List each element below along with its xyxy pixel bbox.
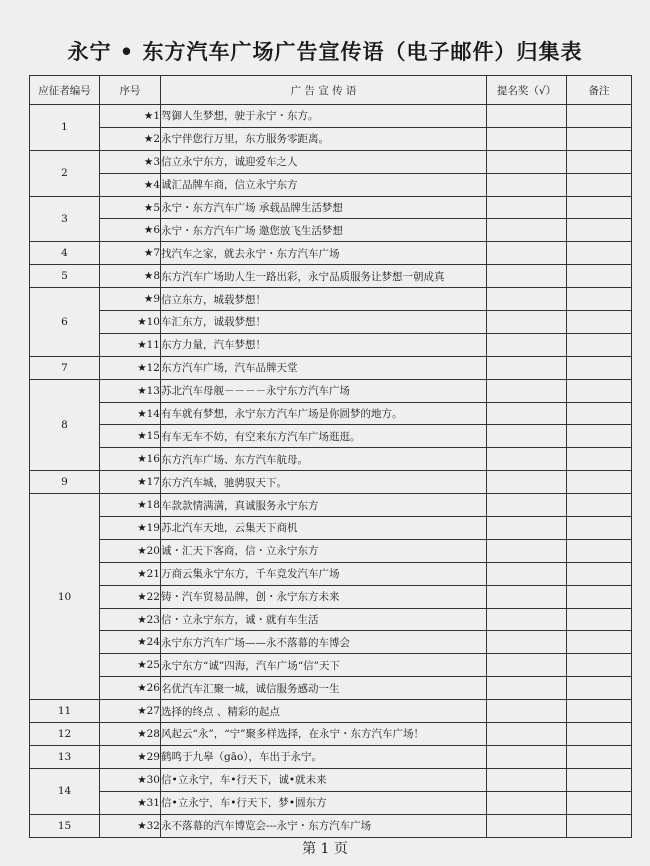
- header-row: [30, 76, 632, 105]
- remark-cell[interactable]: [567, 562, 632, 585]
- seq-cell: ★12: [100, 356, 161, 379]
- slogan-cell: 车汇东方，诚载梦想！: [161, 311, 487, 334]
- header-slogan: 广 告 宣 传 语: [161, 76, 487, 105]
- seq-cell: ★28: [100, 723, 161, 746]
- table-row: [30, 814, 632, 837]
- table-row: [30, 608, 632, 631]
- slogan-cell: 永宁・东方汽车广场 邀您放飞生活梦想: [161, 219, 487, 242]
- slogan-cell: 苏北汽车母舰－－－－永宁东方汽车广场: [161, 379, 487, 402]
- nominate-cell[interactable]: [487, 333, 567, 356]
- slogan-cell: 信•立永宁，车•行天下，梦•圆东方: [161, 791, 487, 814]
- slogan-cell: 永宁东方汽车广场——永不落幕的车博会: [161, 631, 487, 654]
- nominate-cell[interactable]: [487, 288, 567, 311]
- remark-cell[interactable]: [567, 768, 632, 791]
- remark-cell[interactable]: [567, 379, 632, 402]
- table-row: [30, 150, 632, 173]
- remark-cell[interactable]: [567, 631, 632, 654]
- table-row: [30, 539, 632, 562]
- nominate-cell[interactable]: [487, 242, 567, 265]
- applicant-id-cell: 2: [30, 150, 100, 196]
- remark-cell[interactable]: [567, 539, 632, 562]
- slogan-cell: 诚汇品牌车商，信立永宁东方: [161, 173, 487, 196]
- remark-cell[interactable]: [567, 127, 632, 150]
- applicant-id-cell: 13: [30, 745, 100, 768]
- slogan-cell: 鹤鸣于九皋（gāo），车出于永宁。: [161, 745, 487, 768]
- applicant-id-cell: 6: [30, 288, 100, 357]
- remark-cell[interactable]: [567, 219, 632, 242]
- nominate-cell[interactable]: [487, 173, 567, 196]
- remark-cell[interactable]: [567, 196, 632, 219]
- remark-cell[interactable]: [567, 425, 632, 448]
- slogan-cell: 万商云集永宁东方，千车竞发汽车广场: [161, 562, 487, 585]
- applicant-id-cell: 8: [30, 379, 100, 471]
- table-row: [30, 448, 632, 471]
- applicant-id-cell: 14: [30, 768, 100, 814]
- table-row: [30, 700, 632, 723]
- nominate-cell[interactable]: [487, 494, 567, 517]
- seq-cell: ★7: [100, 242, 161, 265]
- remark-cell[interactable]: [567, 745, 632, 768]
- slogan-cell: 东方汽车城，驰骋驭天下。: [161, 471, 487, 494]
- slogan-cell: 信立东方，城载梦想！: [161, 288, 487, 311]
- seq-cell: ★2: [100, 127, 161, 150]
- seq-cell: ★27: [100, 700, 161, 723]
- table-row: [30, 173, 632, 196]
- nominate-cell[interactable]: [487, 150, 567, 173]
- applicant-id-cell: 12: [30, 723, 100, 746]
- remark-cell[interactable]: [567, 333, 632, 356]
- seq-cell: ★25: [100, 654, 161, 677]
- nominate-cell[interactable]: [487, 539, 567, 562]
- nominate-cell[interactable]: [487, 791, 567, 814]
- seq-cell: ★31: [100, 791, 161, 814]
- applicant-id-cell: 5: [30, 265, 100, 288]
- slogan-table: [29, 75, 632, 838]
- remark-cell[interactable]: [567, 654, 632, 677]
- seq-cell: ★29: [100, 745, 161, 768]
- remark-cell[interactable]: [567, 356, 632, 379]
- seq-cell: ★23: [100, 608, 161, 631]
- slogan-cell: 信・立永宁东方，诚・就有车生活: [161, 608, 487, 631]
- applicant-id-cell: 3: [30, 196, 100, 242]
- applicant-id-cell: 10: [30, 494, 100, 700]
- table-row: [30, 631, 632, 654]
- seq-cell: ★30: [100, 768, 161, 791]
- slogan-cell: 有车无车不妨，有空来东方汽车广场逛逛。: [161, 425, 487, 448]
- table-row: [30, 333, 632, 356]
- remark-cell[interactable]: [567, 105, 632, 128]
- seq-cell: ★16: [100, 448, 161, 471]
- remark-cell[interactable]: [567, 150, 632, 173]
- table-row: [30, 196, 632, 219]
- nominate-cell[interactable]: [487, 219, 567, 242]
- slogan-cell: 铸・汽车贸易品牌，创・永宁东方未来: [161, 585, 487, 608]
- applicant-id-cell: 9: [30, 471, 100, 494]
- applicant-id-cell: 1: [30, 105, 100, 151]
- table-row: [30, 585, 632, 608]
- table-row: [30, 105, 632, 128]
- slogan-cell: 信•立永宁，车•行天下，诚•就未来: [161, 768, 487, 791]
- header-seq: 序号: [100, 76, 161, 105]
- table-row: [30, 425, 632, 448]
- remark-cell[interactable]: [567, 402, 632, 425]
- seq-cell: ★4: [100, 173, 161, 196]
- nominate-cell[interactable]: [487, 768, 567, 791]
- seq-cell: ★6: [100, 219, 161, 242]
- slogan-cell: 苏北汽车天地，云集天下商机: [161, 517, 487, 540]
- nominate-cell[interactable]: [487, 631, 567, 654]
- seq-cell: ★19: [100, 517, 161, 540]
- slogan-cell: 永宁伴您行万里，东方服务零距离。: [161, 127, 487, 150]
- table-row: [30, 242, 632, 265]
- seq-cell: ★26: [100, 677, 161, 700]
- table-row: [30, 356, 632, 379]
- seq-cell: ★11: [100, 333, 161, 356]
- nominate-cell[interactable]: [487, 814, 567, 837]
- applicant-id-cell: 4: [30, 242, 100, 265]
- seq-cell: ★8: [100, 265, 161, 288]
- remark-cell[interactable]: [567, 700, 632, 723]
- remark-cell[interactable]: [567, 677, 632, 700]
- remark-cell[interactable]: [567, 311, 632, 334]
- seq-cell: ★18: [100, 494, 161, 517]
- header-remark: 备注: [567, 76, 632, 105]
- slogan-cell: 信立永宁东方，诚迎爱车之人: [161, 150, 487, 173]
- slogan-cell: 永宁・东方汽车广场 承载品牌生活梦想: [161, 196, 487, 219]
- applicant-id-cell: 15: [30, 814, 100, 837]
- seq-cell: ★5: [100, 196, 161, 219]
- remark-cell[interactable]: [567, 288, 632, 311]
- slogan-cell: 东方汽车广场、东方汽车航母。: [161, 448, 487, 471]
- nominate-cell[interactable]: [487, 356, 567, 379]
- nominate-cell[interactable]: [487, 425, 567, 448]
- table-row: [30, 791, 632, 814]
- table-row: [30, 265, 632, 288]
- table-row: [30, 745, 632, 768]
- table-row: [30, 288, 632, 311]
- slogan-cell: 诚・汇天下客商，信・立永宁东方: [161, 539, 487, 562]
- seq-cell: ★9: [100, 288, 161, 311]
- slogan-cell: 东方汽车广场，汽车品牌天堂: [161, 356, 487, 379]
- slogan-cell: 永宁东方“诚”四海，汽车广场“信”天下: [161, 654, 487, 677]
- table-row: [30, 517, 632, 540]
- nominate-cell[interactable]: [487, 402, 567, 425]
- table-row: [30, 127, 632, 150]
- remark-cell[interactable]: [567, 173, 632, 196]
- slogan-cell: 选择的终点 、精彩的起点: [161, 700, 487, 723]
- applicant-id-cell: 7: [30, 356, 100, 379]
- slogan-cell: 东方力量，汽车梦想！: [161, 333, 487, 356]
- nominate-cell[interactable]: [487, 700, 567, 723]
- table-row: [30, 402, 632, 425]
- remark-cell[interactable]: [567, 265, 632, 288]
- slogan-cell: 永不落幕的汽车博览会---永宁・东方汽车广场: [161, 814, 487, 837]
- slogan-cell: 车款款情满满，真诚服务永宁东方: [161, 494, 487, 517]
- nominate-cell[interactable]: [487, 608, 567, 631]
- nominate-cell[interactable]: [487, 745, 567, 768]
- remark-cell[interactable]: [567, 517, 632, 540]
- remark-cell[interactable]: [567, 814, 632, 837]
- table-row: [30, 723, 632, 746]
- remark-cell[interactable]: [567, 471, 632, 494]
- applicant-id-cell: 11: [30, 700, 100, 723]
- seq-cell: ★20: [100, 539, 161, 562]
- table-row: [30, 677, 632, 700]
- table-row: [30, 311, 632, 334]
- table-row: [30, 562, 632, 585]
- remark-cell[interactable]: [567, 448, 632, 471]
- slogan-cell: 东方汽车广场助人生一路出彩，永宁品质服务让梦想一朝成真: [161, 265, 487, 288]
- nominate-cell[interactable]: [487, 585, 567, 608]
- remark-cell[interactable]: [567, 585, 632, 608]
- table-row: [30, 379, 632, 402]
- remark-cell[interactable]: [567, 723, 632, 746]
- nominate-cell[interactable]: [487, 471, 567, 494]
- seq-cell: ★17: [100, 471, 161, 494]
- nominate-cell[interactable]: [487, 127, 567, 150]
- seq-cell: ★32: [100, 814, 161, 837]
- nominate-cell[interactable]: [487, 311, 567, 334]
- remark-cell[interactable]: [567, 242, 632, 265]
- seq-cell: ★24: [100, 631, 161, 654]
- seq-cell: ★1: [100, 105, 161, 128]
- nominate-cell[interactable]: [487, 196, 567, 219]
- header-nominate: 提名奖（√）: [487, 76, 567, 105]
- seq-cell: ★14: [100, 402, 161, 425]
- nominate-cell[interactable]: [487, 517, 567, 540]
- slogan-cell: 有车就有梦想，永宁东方汽车广场是你圆梦的地方。: [161, 402, 487, 425]
- seq-cell: ★22: [100, 585, 161, 608]
- nominate-cell[interactable]: [487, 265, 567, 288]
- slogan-cell: 驾御人生梦想，驶于永宁・东方。: [161, 105, 487, 128]
- slogan-cell: 风起云“永”，“宁”聚多样选择，在永宁・东方汽车广场！: [161, 723, 487, 746]
- table-row: [30, 494, 632, 517]
- table-row: [30, 768, 632, 791]
- remark-cell[interactable]: [567, 494, 632, 517]
- seq-cell: ★15: [100, 425, 161, 448]
- seq-cell: ★21: [100, 562, 161, 585]
- header-applicant: 应征者编号: [30, 76, 100, 105]
- nominate-cell[interactable]: [487, 379, 567, 402]
- remark-cell[interactable]: [567, 791, 632, 814]
- page-title: 永宁 • 东方汽车广场广告宣传语（电子邮件）归集表: [67, 39, 583, 64]
- nominate-cell[interactable]: [487, 105, 567, 128]
- nominate-cell[interactable]: [487, 723, 567, 746]
- nominate-cell[interactable]: [487, 654, 567, 677]
- remark-cell[interactable]: [567, 608, 632, 631]
- nominate-cell[interactable]: [487, 448, 567, 471]
- slogan-cell: 名优汽车汇聚一城，诚信服务感动一生: [161, 677, 487, 700]
- page-number: 第 1 页: [302, 841, 348, 857]
- seq-cell: ★13: [100, 379, 161, 402]
- seq-cell: ★10: [100, 311, 161, 334]
- table-row: [30, 219, 632, 242]
- slogan-cell: 找汽车之家，就去永宁・东方汽车广场: [161, 242, 487, 265]
- table-row: [30, 654, 632, 677]
- nominate-cell[interactable]: [487, 677, 567, 700]
- seq-cell: ★3: [100, 150, 161, 173]
- nominate-cell[interactable]: [487, 562, 567, 585]
- table-row: [30, 471, 632, 494]
